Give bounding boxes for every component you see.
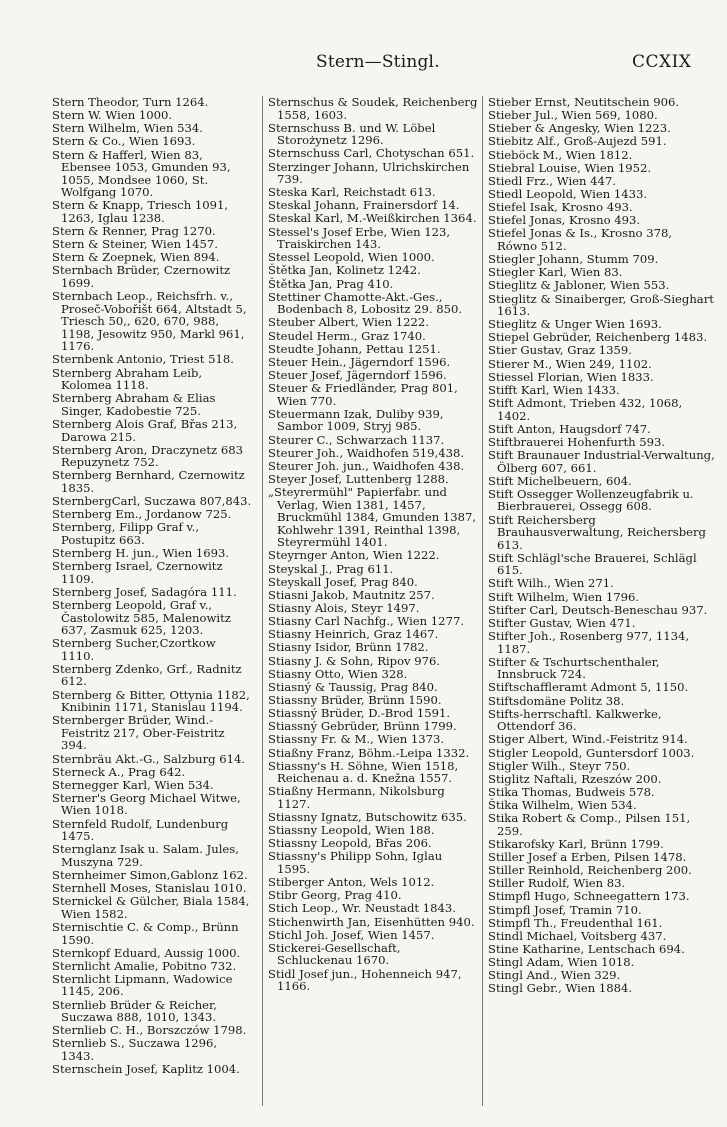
directory-entry: Steskal Johann, Frainersdorf 14. bbox=[268, 198, 460, 213]
directory-entry: Stiasny J. & Sohn, Ripov 976. bbox=[268, 653, 441, 668]
directory-entry: Stern W. Wien 1000. bbox=[52, 108, 173, 123]
directory-entry: Stift Anton, Haugsdorf 747. bbox=[488, 421, 651, 436]
directory-entry: Steyskal J., Prag 611. bbox=[268, 561, 394, 576]
column-2 bbox=[262, 96, 479, 1106]
directory-entry: Stiassný Gebrüder, Brünn 1799. bbox=[268, 719, 457, 734]
directory-entry: Sternberg H. jun., Wien 1693. bbox=[52, 546, 230, 561]
directory-entry: Steskal Karl, M.-Weißkirchen 1364. bbox=[268, 211, 477, 226]
directory-entry: Stieber Ernst, Neutitschein 906. bbox=[488, 96, 680, 109]
directory-entry: Stierer M., Wien 249, 1102. bbox=[488, 356, 652, 371]
directory-entry: Steska Karl, Reichstadt 613. bbox=[268, 185, 436, 200]
directory-entry: Stiebral Louise, Wien 1952. bbox=[488, 160, 652, 175]
directory-entry: Sternlieb S., Suczawa 1296, 1343. bbox=[52, 1036, 218, 1063]
directory-entry: Stern & Hafferl, Wien 83, Ebensee 1053, Gmunden 93, 1055, Mondsee 1060, St. Wolfgang 1070. bbox=[52, 147, 231, 200]
directory-entry: Sternlieb C. H., Borszczów 1798. bbox=[52, 1023, 247, 1038]
directory-entry: Stiberger Anton, Wels 1012. bbox=[268, 875, 435, 890]
directory-entry: Stiasni Jakob, Mautnitz 257. bbox=[268, 587, 435, 602]
directory-entry: Sternhell Moses, Stanislau 1010. bbox=[52, 881, 247, 896]
directory-entry: Stiglitz Naftali, Rzeszów 200. bbox=[488, 771, 662, 786]
directory-entry: Steuer Hein., Jägerndorf 1596. bbox=[268, 354, 451, 369]
directory-entry: Sternischtie C. & Comp., Brünn 1590. bbox=[52, 919, 239, 947]
directory-entry: Stigler Leopold, Guntersdorf 1003. bbox=[488, 745, 695, 760]
directory-entry: Stiasny Isidor, Brünn 1782. bbox=[268, 640, 429, 655]
directory-entry: Stern & Co., Wien 1693. bbox=[52, 134, 196, 149]
directory-entry: Stifter Joh., Rosenberg 977, 1134, 1187. bbox=[488, 629, 690, 656]
directory-entry: Stieber Jul., Wien 569, 1080. bbox=[488, 108, 658, 123]
directory-entry: Stibr Georg, Prag 410. bbox=[268, 888, 402, 903]
directory-entry: Sternberg & Bitter, Ottynia 1182, Knibinin 1171, Stanislau 1194. bbox=[52, 687, 250, 715]
directory-entry: Sterneck A., Prag 642. bbox=[52, 764, 186, 779]
directory-entry: Sternfeld Rudolf, Lundenburg 1475. bbox=[52, 816, 229, 844]
directory-entry: Stidl Josef jun., Hohenneich 947, 1166. bbox=[268, 966, 462, 994]
directory-entry: Sternegger Karl, Wien 534. bbox=[52, 777, 214, 792]
directory-entry: Stiassny Ignatz, Butschowitz 635. bbox=[268, 810, 467, 825]
directory-entry: Stessel's Josef Erbe, Wien 123, Traiskirchen 143. bbox=[268, 224, 451, 252]
directory-entry: Stingl Adam, Wien 1018. bbox=[488, 955, 635, 970]
directory-entry: Stiaßny Franz, Böhm.-Leipa 1332. bbox=[268, 745, 470, 760]
directory-entry: Stiasny Alois, Steyr 1497. bbox=[268, 600, 420, 615]
directory-entry: Stern & Steiner, Wien 1457. bbox=[52, 237, 218, 252]
directory-entry: Stifft Karl, Wien 1433. bbox=[488, 382, 620, 397]
directory-entry: Stift Admont, Trieben 432, 1068, 1402. bbox=[488, 396, 683, 423]
page-header bbox=[0, 52, 727, 78]
directory-entry: Sterzinger Johann, Ulrichskirchen 739. bbox=[268, 159, 470, 187]
directory-entry: Stern & Knapp, Triesch 1091, 1263, Iglau 1238. bbox=[52, 198, 229, 225]
directory-entry: Stift Wilh., Wien 271. bbox=[488, 576, 614, 591]
directory-entry: Sternberg Zdenko, Grf., Radnitz 612. bbox=[52, 661, 242, 689]
directory-entry: Stiller Rudolf, Wien 83. bbox=[488, 876, 626, 891]
directory-entry: Steuer Josef, Jägerndorf 1596. bbox=[268, 367, 447, 382]
directory-entry: Stiefel Jonas & Is., Krosno 378, Równo 512. bbox=[488, 226, 673, 253]
directory-entry: Stern Theodor, Turn 1264. bbox=[52, 96, 209, 109]
directory-entry: Stingl And., Wien 329. bbox=[488, 968, 621, 983]
directory-entry: Sterner's Georg Michael Witwe, Wien 1018. bbox=[52, 790, 241, 818]
directory-entry: Stift Reichersberg Brauhausverwaltung, Reichersberg 613. bbox=[488, 512, 706, 552]
directory-entry: Steurer C., Schwarzach 1137. bbox=[268, 432, 445, 447]
directory-entry: Stiassny's Philipp Sohn, Iglau 1595. bbox=[268, 849, 443, 876]
directory-entry: Stiessel Florian, Wien 1833. bbox=[488, 369, 654, 384]
directory-entry: Stiftschaffleramt Admont 5, 1150. bbox=[488, 680, 689, 695]
directory-entry: Steyskall Josef, Prag 840. bbox=[268, 574, 418, 589]
directory-entry: Sternbräu Akt.-G., Salzburg 614. bbox=[52, 751, 246, 766]
directory-entry: Stichenwirth Jan, Eisenhütten 940. bbox=[268, 914, 475, 929]
directory-entry: Stiassny Leopold, Břas 206. bbox=[268, 836, 432, 851]
directory-entry: Stiegler Karl, Wien 83. bbox=[488, 265, 623, 280]
directory-entry: Stern & Renner, Prag 1270. bbox=[52, 224, 216, 239]
directory-entry: Stigler Wilh., Steyr 750. bbox=[488, 758, 631, 773]
directory-entry: Stich Leop., Wr. Neustadt 1843. bbox=[268, 901, 456, 916]
directory-columns bbox=[52, 96, 714, 1106]
directory-entry: Sternschein Josef, Kaplitz 1004. bbox=[52, 1062, 240, 1077]
directory-entry: Stier Gustav, Graz 1359. bbox=[488, 343, 632, 358]
directory-entry: Stiassny Fr. & M., Wien 1373. bbox=[268, 732, 445, 747]
directory-entry: Sternberg Israel, Czernowitz 1109. bbox=[52, 559, 223, 586]
directory-entry: Sternberg, Filipp Graf v., Postupitz 663. bbox=[52, 520, 200, 547]
directory-entry: Stiedl Frz., Wien 447. bbox=[488, 173, 616, 188]
directory-entry: Stiaßny Hermann, Nikolsburg 1127. bbox=[268, 784, 445, 811]
directory-entry: Stimpfl Th., Freudenthal 161. bbox=[488, 915, 663, 930]
directory-entry: SternbergCarl, Suczawa 807,843. bbox=[52, 494, 252, 509]
directory-entry: Stiasný & Taussig, Prag 840. bbox=[268, 679, 438, 694]
directory-entry: Stieglitz & Jabloner, Wien 553. bbox=[488, 278, 670, 293]
directory-entry: Stiger Albert, Wind.-Feistritz 914. bbox=[488, 732, 688, 747]
directory-entry: Stika Thomas, Budweis 578. bbox=[488, 784, 655, 799]
directory-entry: Stiftsdomäne Politz 38. bbox=[488, 693, 625, 708]
directory-entry: Stiedl Leopold, Wien 1433. bbox=[488, 186, 648, 201]
directory-entry: Stiasny Heinrich, Graz 1467. bbox=[268, 627, 439, 642]
directory-entry: Sternberg Em., Jordanow 725. bbox=[52, 507, 232, 522]
directory-entry: Steudel Herm., Graz 1740. bbox=[268, 328, 426, 343]
directory-entry: Stiassny Brüder, Brünn 1590. bbox=[268, 692, 442, 707]
directory-entry: Stimpfl Josef, Tramin 710. bbox=[488, 902, 642, 917]
directory-entry: Stiller Josef a Erben, Pilsen 1478. bbox=[488, 850, 687, 865]
directory-entry: Sternlicht Lipmann, Wadowice 1145, 206. bbox=[52, 971, 233, 999]
directory-entry: Stiassny's H. Söhne, Wien 1518, Reichenau a. d. Knežna 1557. bbox=[268, 758, 459, 786]
directory-entry: Sternschuss Carl, Chotyschan 651. bbox=[268, 146, 475, 161]
directory-entry: Sternglanz Isak u. Salam. Jules, Muszyna 729. bbox=[52, 842, 239, 869]
directory-entry: Stifter & Tschurtschenthaler, Innsbruck 724. bbox=[488, 654, 660, 682]
directory-entry: Sternberg Abraham & Elias Singer, Kadobestie 725. bbox=[52, 391, 216, 418]
directory-entry: Stieböck M., Wien 1812. bbox=[488, 147, 633, 162]
directory-entry: Steuber Albert, Wien 1222. bbox=[268, 315, 429, 330]
directory-entry: Sternberg Sucher,Czortkow 1110. bbox=[52, 636, 216, 663]
directory-entry: Štika Wilhelm, Wien 534. bbox=[488, 798, 637, 813]
directory-entry: Stift Michelbeuern, 604. bbox=[488, 473, 632, 488]
directory-entry: Steurer Joh. jun., Waidhofen 438. bbox=[268, 458, 465, 473]
directory-entry: Štětka Jan, Prag 410. bbox=[268, 276, 394, 291]
directory-entry: Sternberg Bernhard, Czernowitz 1835. bbox=[52, 468, 245, 495]
page-number: CCXIX bbox=[632, 52, 692, 72]
directory-entry: Stifter Gustav, Wien 471. bbox=[488, 615, 636, 630]
directory-entry: Steuermann Izak, Duliby 939, Sambor 1009, Stryj 985. bbox=[268, 406, 444, 434]
directory-entry: Stine Katharine, Lentschach 694. bbox=[488, 942, 685, 957]
directory-entry: Stieglitz & Sinaiberger, Groß-Sieghart 1613. bbox=[488, 291, 714, 319]
directory-entry: Stieglitz & Unger Wien 1693. bbox=[488, 317, 662, 332]
directory-entry: Steyrnger Anton, Wien 1222. bbox=[268, 548, 440, 563]
directory-entry: Steurer Joh., Waidhofen 519,438. bbox=[268, 445, 465, 460]
directory-entry: Stift Schlägl'sche Brauerei, Schlägl 615. bbox=[488, 550, 697, 578]
directory-entry: Stettiner Chamotte-Akt.-Ges., Bodenbach 8, Lobositz 29. 850. bbox=[268, 289, 463, 317]
directory-entry: Stichl Joh. Josef, Wien 1457. bbox=[268, 927, 435, 942]
directory-entry: Stift Braunauer Industrial-Verwaltung, Ölberg 607, 661. bbox=[488, 448, 715, 475]
directory-entry: Sternberg Abraham Leib, Kolomea 1118. bbox=[52, 365, 203, 393]
directory-entry: Stern Wilhelm, Wien 534. bbox=[52, 121, 203, 136]
directory-entry: Sternkopf Eduard, Aussig 1000. bbox=[52, 945, 241, 960]
directory-entry: Stiassný Brüder, D.-Brod 1591. bbox=[268, 706, 451, 721]
directory-entry: Stiepel Gebrüder, Reichenberg 1483. bbox=[488, 330, 708, 345]
directory-entry: Stift Wilhelm, Wien 1796. bbox=[488, 589, 640, 604]
directory-entry: Sternberg Aron, Draczynetz 683 Repuzynetz 752. bbox=[52, 442, 243, 470]
directory-entry: Stika Robert & Comp., Pilsen 151, 259. bbox=[488, 811, 691, 838]
directory-entry: Štětka Jan, Kolinetz 1242. bbox=[268, 263, 421, 278]
directory-entry: Stingl Gebr., Wien 1884. bbox=[488, 981, 633, 996]
directory-entry: Stern & Zoepnek, Wien 894. bbox=[52, 250, 220, 265]
directory-entry: Sternbach Brüder, Czernowitz 1699. bbox=[52, 263, 231, 290]
column-3 bbox=[482, 96, 715, 1106]
directory-entry: Stessel Leopold, Wien 1000. bbox=[268, 250, 435, 265]
directory-entry: Stiller Reinhold, Reichenberg 200. bbox=[488, 863, 692, 878]
directory-entry: Stiftbrauerei Hohenfurth 593. bbox=[488, 434, 666, 449]
directory-entry: „Steyrermühl" Papierfabr. und Verlag, Wien 1381, 1457, Bruckmühl 1384, Gmunden 1387, Kohlwehr 1391, Reinthal 1398, Steyrermühl 1401. bbox=[268, 485, 477, 550]
directory-entry: Sternickel & Gülcher, Biala 1584, Wien 1582. bbox=[52, 894, 250, 921]
directory-entry: Stickerei-Gesellschaft, Schluckenau 1670. bbox=[268, 940, 401, 968]
directory-entry: Steyer Josef, Luttenberg 1288. bbox=[268, 471, 449, 486]
directory-entry: Sternbach Leop., Reichsfrh. v., Proseč-Vobořišt 664, Altstadt 5, Triesch 50,, 620, 670, 988, 1198, Jesowitz 950, Markl 961, 1176. bbox=[52, 289, 247, 354]
directory-entry: Stiasny Carl Nachfg., Wien 1277. bbox=[268, 614, 465, 629]
directory-entry: Sternberg Leopold, Graf v., Častolowitz 585, Malenowitz 637, Zasmuk 625, 1203. bbox=[52, 597, 231, 638]
directory-entry: Stifts-herrschaftl. Kalkwerke, Ottendorf 36. bbox=[488, 706, 662, 734]
directory-entry: Steudte Johann, Pettau 1251. bbox=[268, 341, 441, 356]
directory-entry: Sternlieb Brüder & Reicher, Suczawa 888, 1010, 1343. bbox=[52, 997, 217, 1025]
directory-entry: Sternbenk Antonio, Triest 518. bbox=[52, 352, 234, 367]
column-1 bbox=[52, 96, 252, 1106]
directory-entry: Sternberg Josef, Sadagóra 111. bbox=[52, 584, 237, 599]
directory-entry: Stiebitz Alf., Groß-Aujezd 591. bbox=[488, 134, 667, 149]
page-title: Stern—Stingl. bbox=[316, 52, 440, 72]
directory-entry: Steuer & Friedländer, Prag 801, Wien 770. bbox=[268, 381, 458, 408]
directory-entry: Sternberger Brüder, Wind.-Feistritz 217, Ober-Feistritz 394. bbox=[52, 713, 225, 753]
directory-entry: Stiefel Jonas, Krosno 493. bbox=[488, 213, 641, 228]
directory-entry: Stift Ossegger Wollenzeugfabrik u. Bierbrauerei, Ossegg 608. bbox=[488, 486, 694, 514]
directory-entry: Stiasny Otto, Wien 328. bbox=[268, 666, 408, 681]
directory-entry: Sternberg Alois Graf, Břas 213, Darowa 215. bbox=[52, 416, 238, 444]
directory-entry: Stifter Carl, Deutsch-Beneschau 937. bbox=[488, 602, 708, 617]
directory-entry: Stiefel Isak, Krosno 493. bbox=[488, 200, 633, 215]
directory-entry: Sternschuss B. und W. Löbel Storożynetz 1296. bbox=[268, 120, 436, 148]
directory-entry: Sternschus & Soudek, Reichenberg 1558, 1603. bbox=[268, 96, 478, 122]
directory-entry: Stiassny Leopold, Wien 188. bbox=[268, 823, 435, 838]
directory-entry: Sternlicht Amalie, Pobitno 732. bbox=[52, 958, 237, 973]
directory-entry: Stimpfl Hugo, Schneegattern 173. bbox=[488, 889, 690, 904]
directory-entry: Sternheimer Simon,Gablonz 162. bbox=[52, 868, 248, 882]
directory-entry: Stiegler Johann, Stumm 709. bbox=[488, 252, 659, 267]
directory-entry: Stikarofsky Karl, Brünn 1799. bbox=[488, 836, 664, 851]
directory-entry: Stieber & Angesky, Wien 1223. bbox=[488, 121, 671, 136]
directory-entry: Stindl Michael, Voitsberg 437. bbox=[488, 928, 667, 943]
